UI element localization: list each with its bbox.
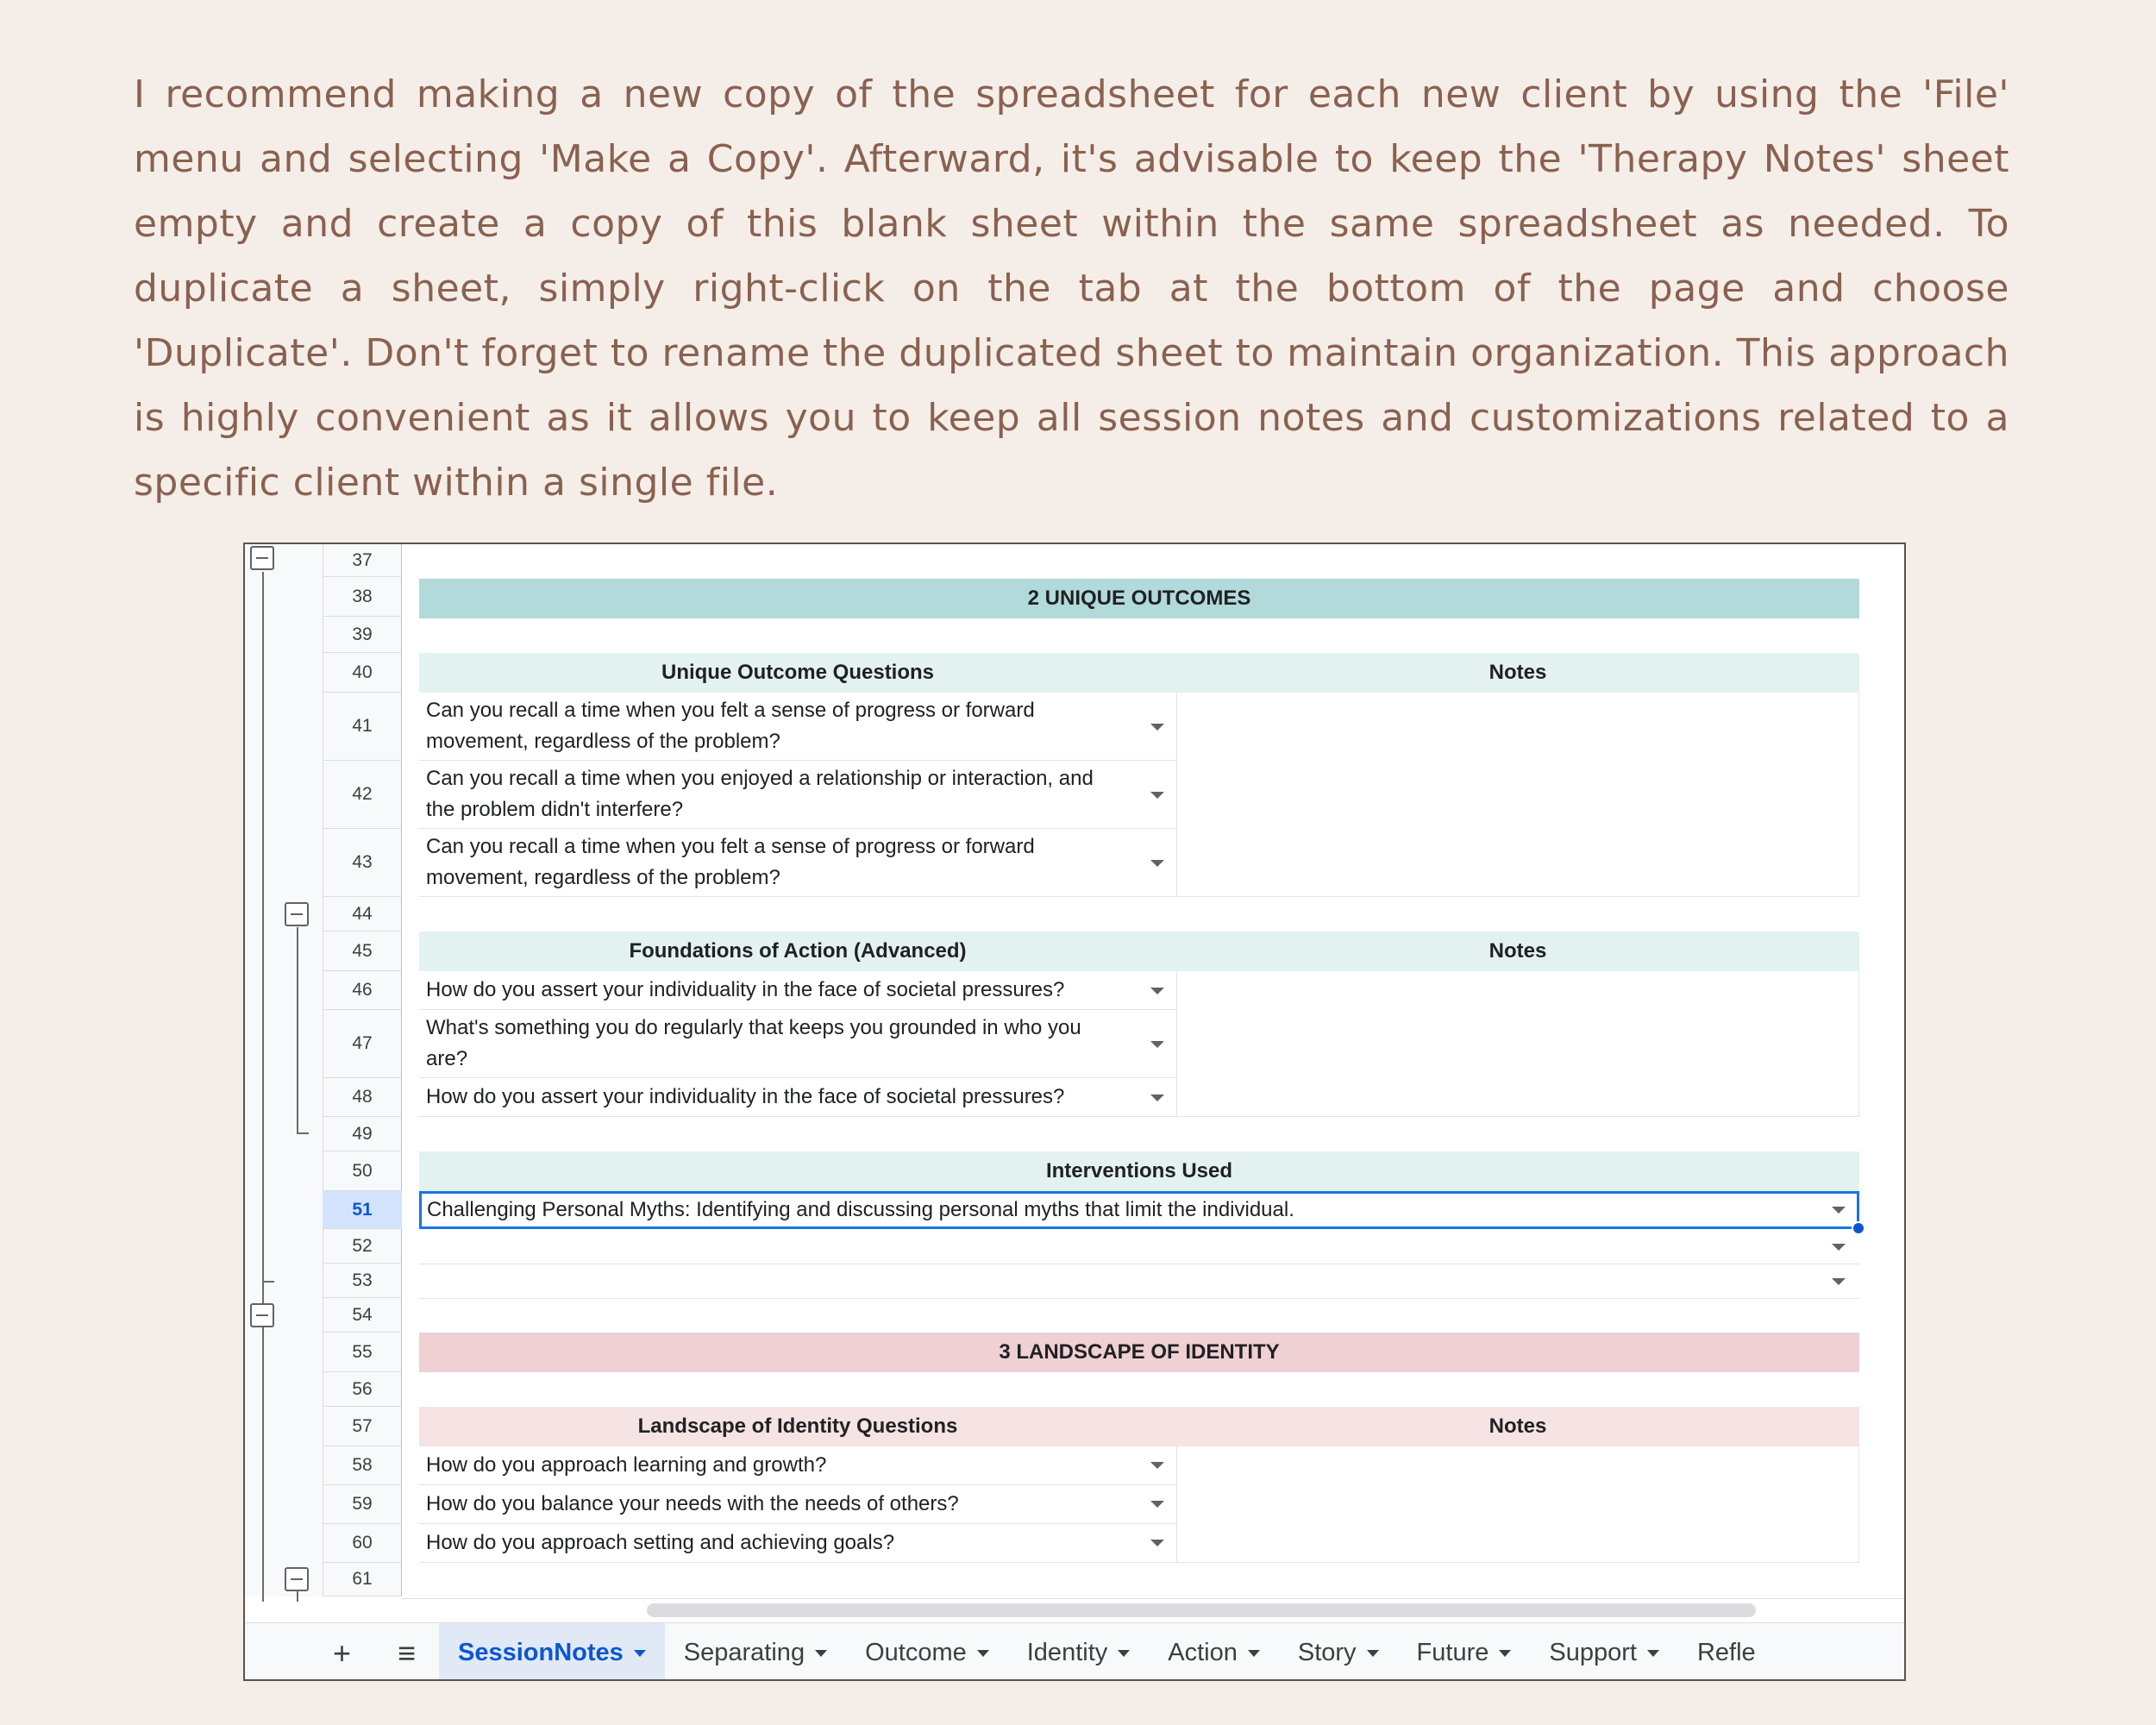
tab-menu-caret-icon[interactable]: [1248, 1650, 1260, 1657]
row-group-gutter: [245, 544, 323, 1596]
row-number[interactable]: 41: [323, 693, 402, 761]
question-text: Can you recall a time when you enjoyed a relationship or interaction, and the problem didn't interfere?: [426, 767, 1094, 821]
question-cell[interactable]: [419, 829, 1176, 897]
tab-label: Separating: [683, 1639, 805, 1666]
question-text: How do you assert your individuality in the face of societal pressures?: [426, 978, 1065, 1001]
tab-label: Refle: [1696, 1639, 1756, 1666]
tab-menu-caret-icon[interactable]: [1367, 1650, 1379, 1657]
row-number[interactable]: 44: [323, 897, 402, 932]
notes-header: Notes: [1176, 1407, 1859, 1446]
row-number[interactable]: 50: [323, 1151, 402, 1191]
sheet-tab-support[interactable]: [1530, 1623, 1678, 1682]
intervention-value: Challenging Personal Myths: Identifying and discussing personal myths that limit the individual.: [427, 1198, 1294, 1221]
row-number[interactable]: 49: [323, 1117, 402, 1151]
notes-cell[interactable]: [1176, 971, 1859, 1117]
tab-label: Outcome: [865, 1639, 967, 1666]
row-number[interactable]: 37: [323, 544, 402, 577]
question-text: What's something you do regularly that keeps you grounded in who you are?: [426, 1016, 1081, 1070]
notes-cell[interactable]: [1176, 1446, 1859, 1563]
interventions-header: Interventions Used: [419, 1151, 1859, 1191]
tab-label: Future: [1416, 1639, 1489, 1666]
sheet-tab-bar: [245, 1622, 1906, 1681]
row-number[interactable]: 39: [323, 617, 402, 653]
tab-label: Story: [1297, 1639, 1357, 1666]
row-number[interactable]: 40: [323, 653, 402, 693]
dropdown-arrow-icon[interactable]: [1832, 1207, 1846, 1214]
section-title-landscape-identity: 3 LANDSCAPE OF IDENTITY: [419, 1333, 1859, 1372]
sheet-tab-future[interactable]: [1398, 1623, 1531, 1682]
question-text: How do you assert your individuality in the face of societal pressures?: [426, 1085, 1065, 1108]
spreadsheet-window: [243, 543, 1906, 1681]
notes-header: Notes: [1176, 932, 1859, 971]
fill-handle[interactable]: [1852, 1221, 1865, 1235]
questions-header: Landscape of Identity Questions: [419, 1407, 1176, 1446]
row-number[interactable]: 42: [323, 761, 402, 829]
question-cell[interactable]: [419, 693, 1176, 761]
row-number[interactable]: 53: [323, 1264, 402, 1298]
notes-cell[interactable]: [1176, 693, 1859, 897]
row-number-active[interactable]: 51: [323, 1191, 402, 1229]
question-cell[interactable]: [419, 1078, 1176, 1117]
tab-menu-caret-icon[interactable]: [1647, 1650, 1659, 1657]
dropdown-arrow-icon[interactable]: [1150, 1501, 1164, 1508]
row-number[interactable]: 54: [323, 1298, 402, 1333]
interventions-selected-cell[interactable]: [419, 1191, 1859, 1229]
dropdown-arrow-icon[interactable]: [1832, 1244, 1846, 1251]
question-cell[interactable]: [419, 1524, 1176, 1563]
section-title-unique-outcomes: 2 UNIQUE OUTCOMES: [419, 579, 1859, 618]
tab-label: SessionNotes: [458, 1639, 624, 1666]
sheet-tab-separating[interactable]: [665, 1623, 846, 1682]
sheet-tab-outcome[interactable]: [846, 1623, 1008, 1682]
question-text: How do you approach learning and growth?: [426, 1453, 827, 1477]
notes-header: Notes: [1176, 653, 1859, 693]
row-number[interactable]: 56: [323, 1372, 402, 1407]
row-number[interactable]: 55: [323, 1333, 402, 1372]
dropdown-arrow-icon[interactable]: [1150, 988, 1164, 994]
row-number[interactable]: 57: [323, 1407, 402, 1446]
group-outline-line: [297, 927, 298, 1132]
tab-menu-caret-icon[interactable]: [1499, 1650, 1511, 1657]
group-outline-line: [262, 1326, 264, 1602]
add-sheet-button[interactable]: +: [332, 1634, 352, 1671]
dropdown-arrow-icon[interactable]: [1150, 1041, 1164, 1048]
row-number[interactable]: 61: [323, 1563, 402, 1596]
question-cell[interactable]: [419, 1010, 1176, 1078]
collapse-group-icon[interactable]: [250, 1303, 274, 1327]
row-number[interactable]: 47: [323, 1010, 402, 1078]
dropdown-arrow-icon[interactable]: [1150, 792, 1164, 799]
sheet-tab-identity[interactable]: [1008, 1623, 1150, 1682]
row-number[interactable]: 46: [323, 971, 402, 1010]
question-cell[interactable]: [419, 1485, 1176, 1524]
row-gridline: [419, 1298, 1859, 1299]
tab-menu-caret-icon[interactable]: [634, 1650, 646, 1657]
tab-menu-caret-icon[interactable]: [815, 1650, 827, 1657]
collapse-group-icon[interactable]: [285, 1567, 309, 1591]
questions-header: Unique Outcome Questions: [419, 653, 1176, 693]
row-number[interactable]: 58: [323, 1446, 402, 1485]
row-number[interactable]: 52: [323, 1229, 402, 1264]
question-text: How do you approach setting and achieving goals?: [426, 1531, 895, 1554]
tab-label: Identity: [1026, 1639, 1108, 1666]
sheet-tab-sessionnotes[interactable]: [439, 1623, 665, 1682]
group-outline-line: [262, 572, 264, 1345]
questions-header: Foundations of Action (Advanced): [419, 932, 1176, 971]
dropdown-arrow-icon[interactable]: [1150, 724, 1164, 731]
dropdown-arrow-icon[interactable]: [1150, 860, 1164, 867]
sheet-tab-reflection[interactable]: [1678, 1623, 1775, 1682]
horizontal-scrollbar-thumb[interactable]: [647, 1603, 1756, 1617]
question-cell[interactable]: [419, 1446, 1176, 1485]
question-text: Can you recall a time when you felt a sense of progress or forward movement, regardless of the problem?: [426, 835, 1035, 889]
row-number[interactable]: 38: [323, 577, 402, 617]
row-number[interactable]: 48: [323, 1078, 402, 1117]
dropdown-arrow-icon[interactable]: [1150, 1095, 1164, 1101]
tab-menu-caret-icon[interactable]: [977, 1650, 989, 1657]
row-number[interactable]: 59: [323, 1485, 402, 1524]
tab-label: Support: [1549, 1639, 1637, 1666]
dropdown-arrow-icon[interactable]: [1832, 1278, 1846, 1285]
question-text: Can you recall a time when you felt a sense of progress or forward movement, regardless of the problem?: [426, 699, 1035, 753]
collapse-group-icon[interactable]: [250, 546, 274, 570]
row-number[interactable]: 45: [323, 932, 402, 971]
tab-menu-caret-icon[interactable]: [1118, 1650, 1130, 1657]
collapse-group-icon[interactable]: [285, 902, 309, 926]
tab-label: Action: [1168, 1639, 1238, 1666]
group-outline-line: [262, 1281, 274, 1283]
group-outline-line: [297, 1132, 309, 1134]
question-cell[interactable]: [419, 971, 1176, 1010]
question-cell[interactable]: [419, 761, 1176, 829]
question-text: How do you balance your needs with the needs of others?: [426, 1492, 959, 1515]
intro-paragraph: I recommend making a new copy of the spreadsheet for each new client by using the 'File' menu and selecting 'Make a Copy'. Afterward, it's advisable to keep the 'Therapy Notes' sheet empty and create a copy of this blank sheet within the same spreadsheet as needed. To duplicate a sheet, simply right-click on the tab at the bottom of the page and choose 'Duplicate'. Don't forget to rename the duplicated sheet to maintain organization. This approach is highly convenient as it allows you to keep all session notes and customizations related to a specific client within a single file.: [134, 72, 2009, 505]
row-number[interactable]: 43: [323, 829, 402, 897]
dropdown-arrow-icon[interactable]: [1150, 1540, 1164, 1546]
row-number[interactable]: 60: [323, 1524, 402, 1563]
sheet-tab-story[interactable]: [1279, 1623, 1398, 1682]
group-outline-line: [297, 1590, 298, 1602]
sheet-tab-action[interactable]: [1149, 1623, 1279, 1682]
dropdown-arrow-icon[interactable]: [1150, 1462, 1164, 1469]
all-sheets-menu-button[interactable]: ≡: [397, 1634, 416, 1671]
